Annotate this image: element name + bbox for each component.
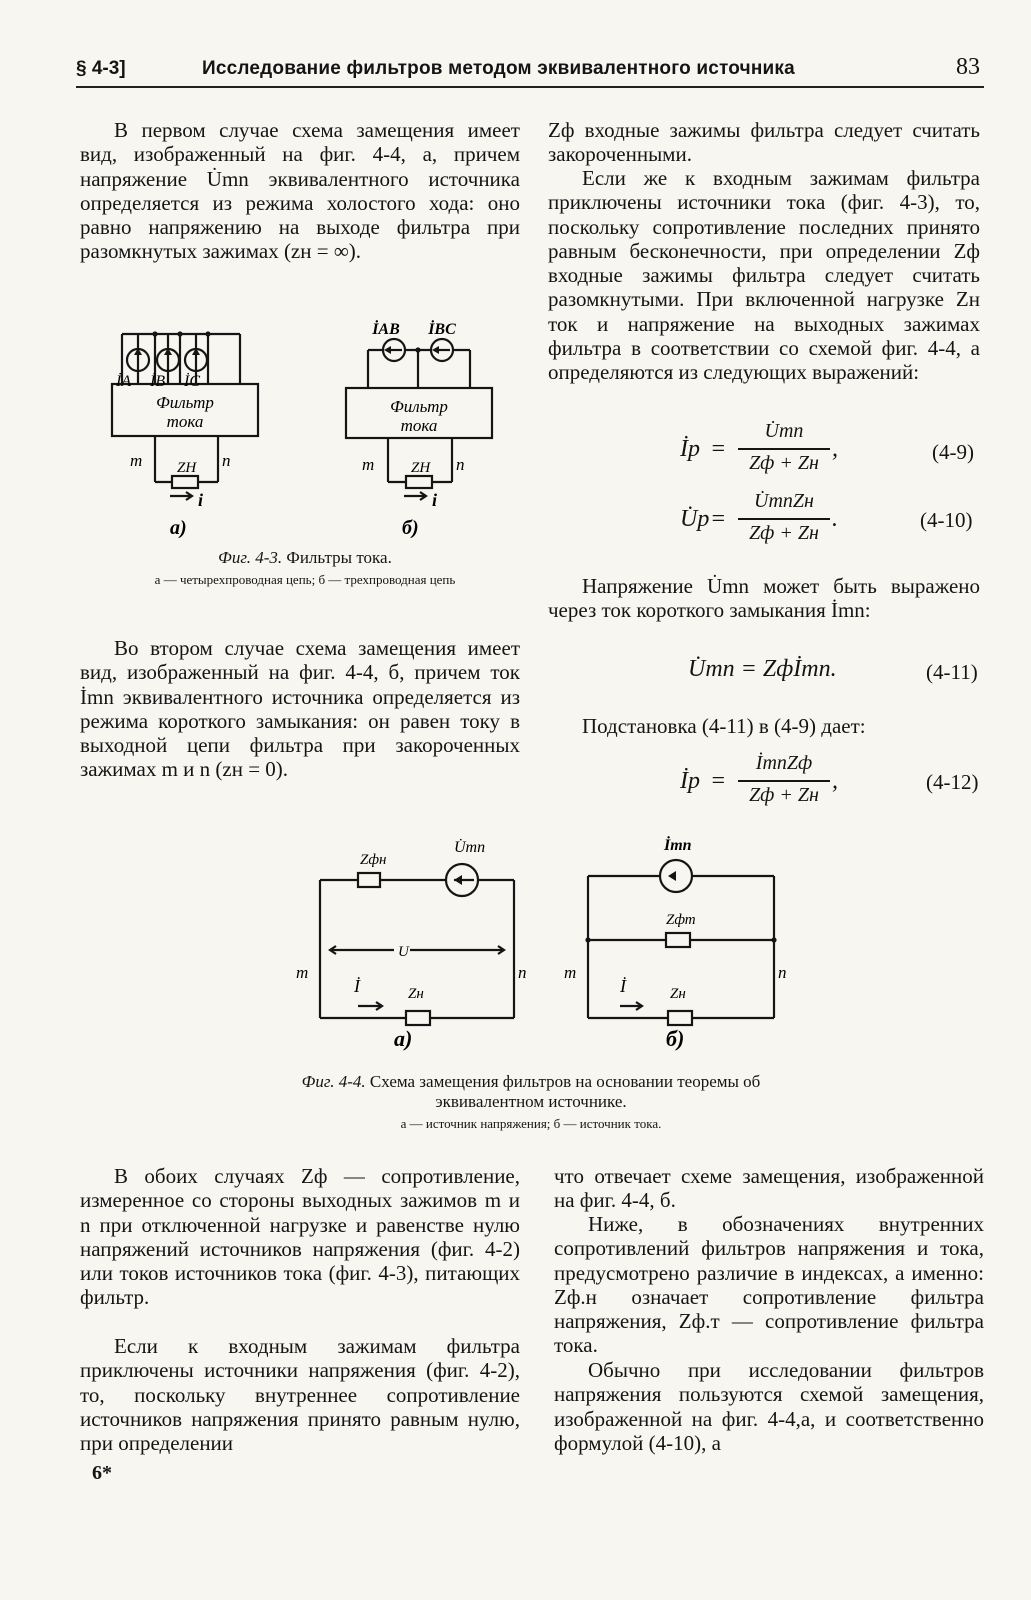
bottom-left-paragraph-1: В обоих случаях Zф — сопротивление, измеренное со стороны выходных зажимов m и n при отключенной нагрузке и равенстве нулю напряжений источников напряжения (фиг. 4-2) или токов источников тока (фиг. 4-3), питающих фильтр. (80, 1164, 520, 1310)
terminal-m-a: m (130, 451, 143, 470)
source-label-ab: İAB (372, 321, 400, 338)
fig44a-source: U̇mn (454, 839, 486, 856)
eq-4-9-lhs: İр (680, 436, 700, 462)
eq-4-10-denominator: Zф + Zн (749, 522, 819, 544)
eq-4-12-tail: , (832, 768, 838, 794)
eq-4-12-lhs: İр (680, 768, 700, 794)
fig44b-terminal-m: m (564, 963, 577, 982)
fig44b-source: İmn (664, 837, 692, 854)
source-label-bc: İBC (428, 321, 456, 338)
terminal-m-b: m (362, 455, 375, 474)
equation-4-9 (680, 420, 860, 480)
eq-4-10-fraction-bar (738, 518, 830, 520)
bottom-right-paragraph-3: Обычно при исследовании фильтров напряжения пользуются схемой замещения, изображенной на фиг. 4-4,а, и соответственно формулой (4-10), а (554, 1358, 984, 1455)
eq-4-9-equals: = (710, 436, 727, 462)
filter-label-b-line2: тока (400, 416, 438, 435)
filter-label-b-line1: Фильтр (390, 397, 448, 416)
fig44b-terminal-n: n (778, 963, 787, 982)
figure-4-3-label-b: б) (402, 517, 419, 539)
equation-4-10 (680, 490, 860, 550)
eq-4-10-number: (4-10) (920, 508, 973, 532)
eq-4-9-denominator: Zф + Zн (749, 452, 819, 474)
eq-4-12-denominator: Zф + Zн (749, 784, 819, 806)
bottom-left-paragraph-2: Если к входным зажимам фильтра приключены источники напряжения (фиг. 4-2), то, поскольку внутреннее сопротивление источников напряжения принято равным нулю, при определении (80, 1334, 520, 1456)
section-number: § 4-3] (76, 58, 126, 79)
eq-4-10-numerator: U̇mnZн (754, 490, 814, 512)
filter-label-a-line1: Фильтр (156, 393, 214, 412)
current-label-b: i (432, 490, 438, 510)
eq-4-9-numerator: U̇mn (764, 420, 804, 442)
fig44b-current: İ (620, 976, 626, 996)
figure-4-4-label-b: б) (666, 1026, 685, 1051)
filter-label-a-line2: тока (166, 412, 204, 431)
eq-4-10-tail: . (832, 506, 838, 532)
fig44a-current: İ (354, 976, 360, 996)
figure-4-3-diagram (100, 312, 510, 542)
eq-4-11-number: (4-11) (926, 660, 978, 684)
bottom-right-paragraph-2: Ниже, в обозначениях внутренних сопротивлений фильтров напряжения и тока, предусмотрено различие в индексах, а именно: Zф.н означает сопротивление фильтра напряжения, Zф.т — сопротивление фильтра тока. (554, 1212, 984, 1358)
right-paragraph-2: Если же к входным зажимам фильтра приключены источники тока (фиг. 4-3), то, поскольку сопротивление последних принято равным бесконечности, при определении Zф входные зажимы фильтра следует считать разомкнутыми. При включенной нагрузке Zн ток и напряжение на выходных зажимах фильтра в соответствии со схемой фиг. 4-4, а определяются из следующих выражений: (548, 166, 980, 385)
eq-4-11-display: U̇mn = Zфİmn. (688, 656, 837, 682)
fig44a-impedance: Zфн (360, 852, 387, 868)
bottom-right-paragraph-1: что отвечает схеме замещения, изображенной на фиг. 4-4, б. (554, 1164, 984, 1213)
left-paragraph-1: В первом случае схема замещения имеет вид, изображенный на фиг. 4-4, а, причем напряжение U̇mn эквивалентного источника определяется из режима холостого хода: оно равно напряжению на выходе фильтра при разомкнутых зажимах (zн = ∞). (80, 118, 520, 264)
signature-mark: 6* (92, 1462, 112, 1484)
figure-4-4-subcaption: а — источник напряжения; б — источник тока. (400, 1116, 662, 1131)
fig44b-load: Zн (670, 986, 686, 1002)
equation-4-12 (680, 752, 860, 812)
source-label-a: İA (116, 373, 132, 390)
fig44a-terminal-n: n (518, 963, 527, 982)
source-label-c: İC (184, 373, 200, 390)
fig44a-voltage: U (398, 944, 409, 960)
eq-4-10-lhs: U̇р (680, 506, 710, 532)
right-paragraph-1: Zф входные зажимы фильтра следует считать закороченными. (548, 118, 980, 167)
load-label-a: ZН (177, 460, 197, 476)
figure-4-4-label-a: а) (394, 1026, 413, 1051)
eq-4-9-number: (4-9) (932, 440, 974, 464)
figure-4-3-caption-text: Фильтры тока. (286, 548, 392, 567)
eq-4-9-tail: , (832, 436, 838, 462)
source-label-b: İB (150, 373, 166, 390)
header-rule (76, 86, 984, 88)
current-label-a: i (198, 490, 204, 510)
figure-4-3-label-a: а) (170, 517, 187, 539)
left-paragraph-2: Во втором случае схема замещения имеет вид, изображенный на фиг. 4-4, б, причем ток İmn эквивалентного источника определяется из режима короткого замыкания: он равен току в выходной цепи фильтра при закороченных зажимах m и n (zн = 0). (80, 636, 520, 782)
figure-4-4-caption-text: Схема замещения фильтров на основании теоремы об эквивалентном источнике. (369, 1072, 761, 1111)
figure-4-3-caption-label: Фиг. 4-3. (218, 548, 283, 567)
terminal-n-b: n (456, 455, 465, 474)
eq-4-12-number: (4-12) (926, 770, 979, 794)
eq-4-12-numerator: İmnZф (755, 752, 813, 774)
figure-4-3-caption (100, 548, 510, 568)
figure-4-4-diagram (290, 830, 810, 1060)
figure-4-4-caption (266, 1072, 796, 1112)
figure-4-4-caption-label: Фиг. 4-4. (301, 1072, 366, 1091)
eq-4-9-fraction-bar (738, 448, 830, 450)
page-number: 83 (956, 54, 980, 80)
right-paragraph-3: Напряжение U̇mn может быть выражено через ток короткого замыкания İmn: (548, 574, 980, 623)
eq-4-10-equals: = (710, 506, 727, 532)
eq-4-12-equals: = (710, 768, 727, 794)
load-label-b: ZН (411, 460, 431, 476)
eq-4-12-fraction-bar (738, 780, 830, 782)
running-title: Исследование фильтров методом эквивалентного источника (202, 58, 795, 79)
right-paragraph-4: Подстановка (4-11) в (4-9) дает: (582, 714, 866, 738)
figure-4-3-subcaption: а — четырехпроводная цепь; б — трехпроводная цепь (154, 572, 456, 587)
fig44b-impedance: Zфт (666, 912, 696, 928)
fig44a-load: Zн (408, 986, 424, 1002)
terminal-n-a: n (222, 451, 231, 470)
fig44a-terminal-m: m (296, 963, 309, 982)
